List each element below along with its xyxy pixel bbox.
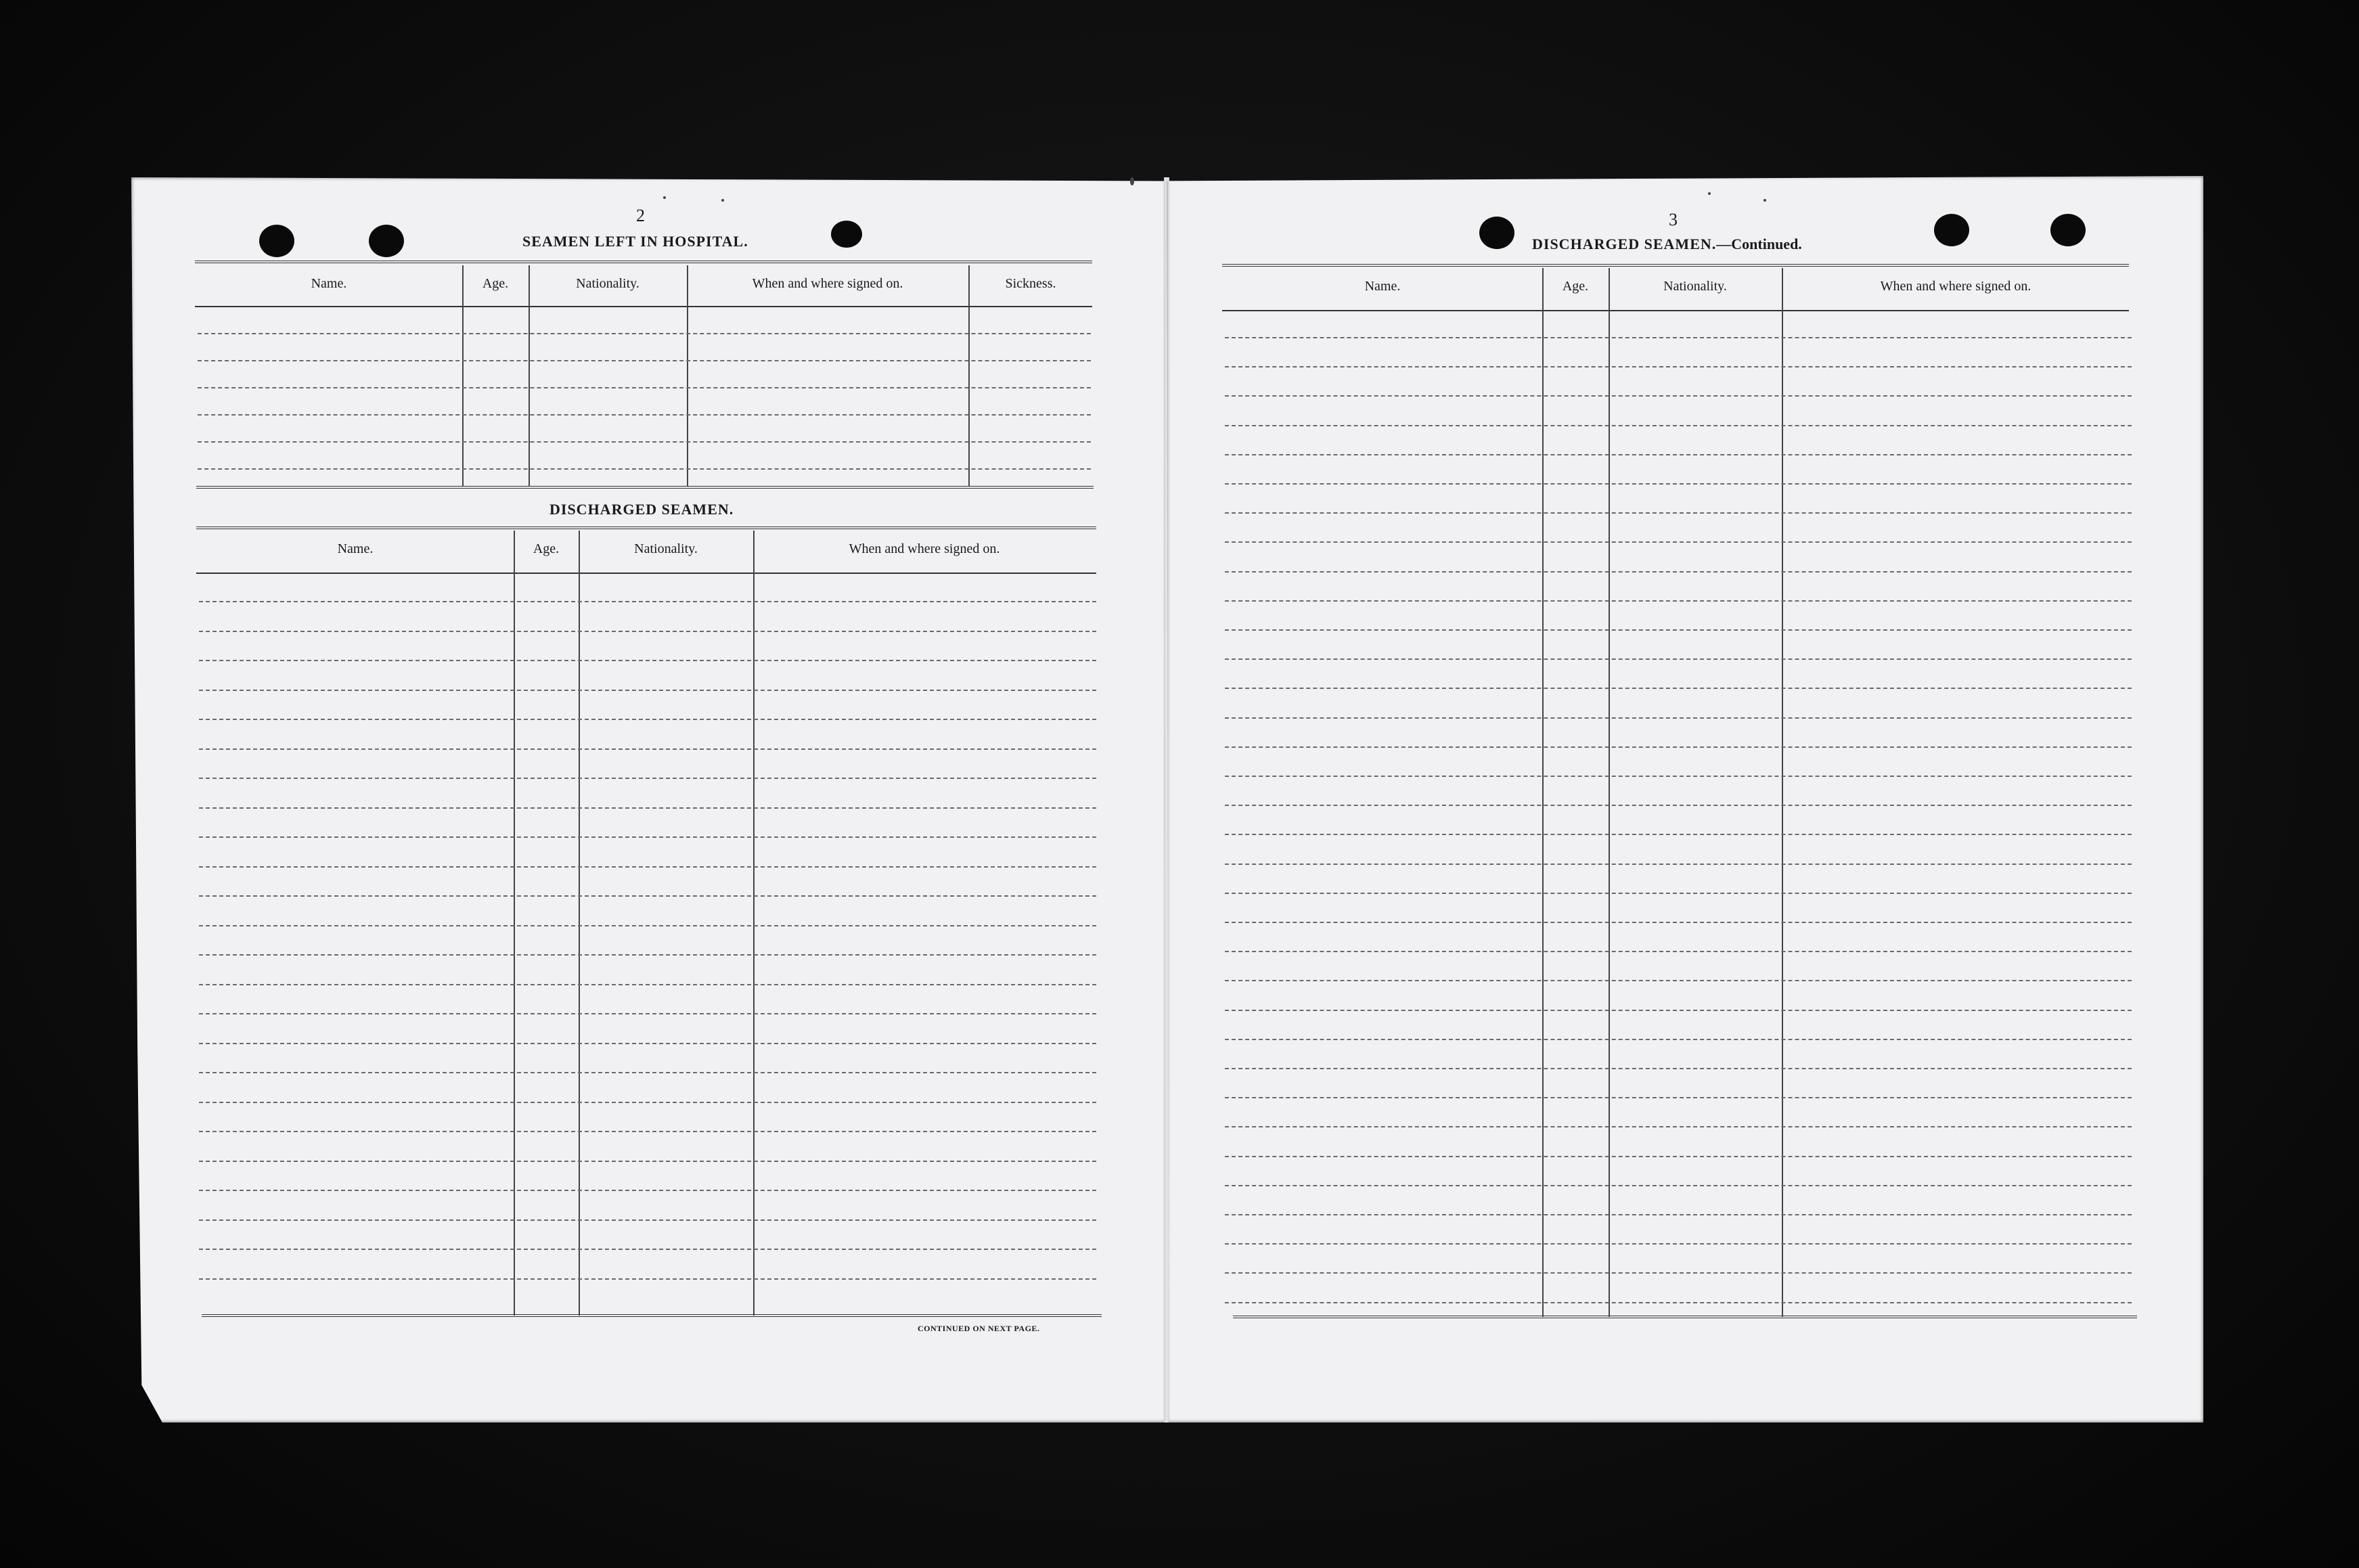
- section-title-discharged-continued: DISCHARGED SEAMEN.—Continued.: [1532, 236, 1802, 252]
- ink-speck: [1708, 192, 1711, 195]
- column-divider: [529, 265, 530, 486]
- column-divider: [514, 531, 515, 1316]
- entry-row: [199, 1043, 1096, 1044]
- entry-row: [1225, 425, 2132, 426]
- entry-row: [199, 748, 1096, 750]
- table-top-rule: [195, 261, 1092, 266]
- entry-row: [199, 1190, 1096, 1191]
- ink-speck: [1130, 177, 1134, 185]
- entry-row: [199, 1219, 1096, 1221]
- left-page: [131, 177, 1167, 1423]
- page-number: 2: [636, 206, 645, 225]
- page-number: 3: [1669, 210, 1678, 229]
- col-header-age: Age.: [482, 276, 509, 291]
- entry-row: [1225, 980, 2132, 981]
- section-rule: [196, 486, 1094, 491]
- entry-row: [1225, 658, 2132, 660]
- entry-row: [198, 468, 1091, 470]
- entry-row: [1225, 688, 2132, 689]
- col-header-when-where: When and where signed on.: [849, 541, 1000, 556]
- punch-hole: [2050, 214, 2086, 246]
- entry-row: [199, 836, 1096, 838]
- col-header-name: Name.: [337, 541, 374, 556]
- col-header-name: Name.: [1364, 279, 1401, 294]
- entry-row: [199, 925, 1096, 926]
- ink-speck: [663, 196, 666, 199]
- entry-row: [1225, 1010, 2132, 1011]
- entry-row: [1225, 1302, 2132, 1303]
- entry-row: [1225, 541, 2132, 543]
- entry-row: [1225, 1039, 2132, 1040]
- entry-row: [199, 807, 1096, 809]
- entry-row: [199, 719, 1096, 720]
- entry-row: [199, 866, 1096, 868]
- col-header-age: Age.: [533, 541, 560, 556]
- entry-row: [198, 441, 1091, 443]
- continued-note: CONTINUED ON NEXT PAGE.: [918, 1324, 1040, 1333]
- col-header-when-where: When and where signed on.: [1880, 279, 2031, 294]
- entry-row: [1225, 864, 2132, 865]
- entry-row: [1225, 629, 2132, 631]
- entry-row: [1225, 834, 2132, 835]
- table-top-rule: [1222, 264, 2129, 269]
- entry-row: [199, 660, 1096, 661]
- entry-row: [1225, 1156, 2132, 1157]
- entry-row: [199, 778, 1096, 779]
- col-header-nationality: Nationality.: [634, 541, 698, 556]
- entry-row: [1225, 395, 2132, 397]
- entry-row: [199, 1249, 1096, 1250]
- entry-row: [199, 1131, 1096, 1132]
- col-header-age: Age.: [1562, 279, 1589, 294]
- entry-row: [1225, 1214, 2132, 1215]
- entry-row: [1225, 337, 2132, 338]
- entry-row: [1225, 1068, 2132, 1069]
- entry-row: [199, 984, 1096, 985]
- col-header-when-where: When and where signed on.: [752, 276, 903, 291]
- entry-row: [199, 954, 1096, 956]
- column-divider: [579, 531, 580, 1316]
- entry-row: [1225, 893, 2132, 894]
- entry-row: [1225, 951, 2132, 952]
- entry-row: [1225, 600, 2132, 602]
- entry-row: [1225, 571, 2132, 573]
- entry-row: [199, 1102, 1096, 1103]
- header-rule: [195, 306, 1092, 307]
- entry-row: [198, 360, 1091, 361]
- entry-row: [199, 1013, 1096, 1014]
- entry-row: [199, 1278, 1096, 1280]
- column-divider: [753, 531, 755, 1316]
- entry-row: [1225, 717, 2132, 719]
- header-rule: [196, 573, 1096, 574]
- punch-hole: [259, 225, 294, 257]
- column-divider: [968, 265, 970, 486]
- entry-row: [1225, 454, 2132, 455]
- entry-row: [198, 333, 1091, 334]
- table-top-rule: [196, 527, 1096, 532]
- col-header-nationality: Nationality.: [576, 276, 639, 291]
- entry-row: [1225, 922, 2132, 923]
- col-header-sickness: Sickness.: [1005, 276, 1056, 291]
- section-title-hospital: SEAMEN LEFT IN HOSPITAL.: [522, 233, 748, 250]
- entry-row: [199, 1161, 1096, 1162]
- entry-row: [1225, 1185, 2132, 1186]
- entry-row: [199, 690, 1096, 691]
- entry-row: [199, 631, 1096, 632]
- entry-row: [1225, 1272, 2132, 1274]
- entry-row: [1225, 1243, 2132, 1245]
- punch-hole: [831, 221, 862, 248]
- ink-speck: [721, 199, 724, 202]
- entry-row: [1225, 805, 2132, 806]
- table-bottom-rule: [202, 1314, 1102, 1320]
- punch-hole: [1479, 217, 1514, 249]
- entry-row: [199, 895, 1096, 897]
- table-bottom-rule: [1233, 1316, 2137, 1321]
- entry-row: [198, 414, 1091, 416]
- header-rule: [1222, 310, 2129, 311]
- punch-hole: [369, 225, 404, 257]
- ink-speck: [1763, 199, 1766, 202]
- col-header-nationality: Nationality.: [1663, 279, 1727, 294]
- column-divider: [687, 265, 688, 486]
- entry-row: [1225, 776, 2132, 777]
- right-page: [1167, 176, 2203, 1423]
- col-header-name: Name.: [311, 276, 347, 291]
- entry-row: [1225, 512, 2132, 514]
- section-title-discharged: DISCHARGED SEAMEN.: [549, 501, 734, 518]
- punch-hole: [1934, 214, 1969, 246]
- entry-row: [198, 387, 1091, 388]
- entry-row: [1225, 483, 2132, 485]
- entry-row: [1225, 1097, 2132, 1098]
- entry-row: [199, 1072, 1096, 1073]
- entry-row: [199, 601, 1096, 602]
- entry-row: [1225, 366, 2132, 367]
- column-divider: [462, 265, 464, 486]
- entry-row: [1225, 746, 2132, 748]
- entry-row: [1225, 1126, 2132, 1127]
